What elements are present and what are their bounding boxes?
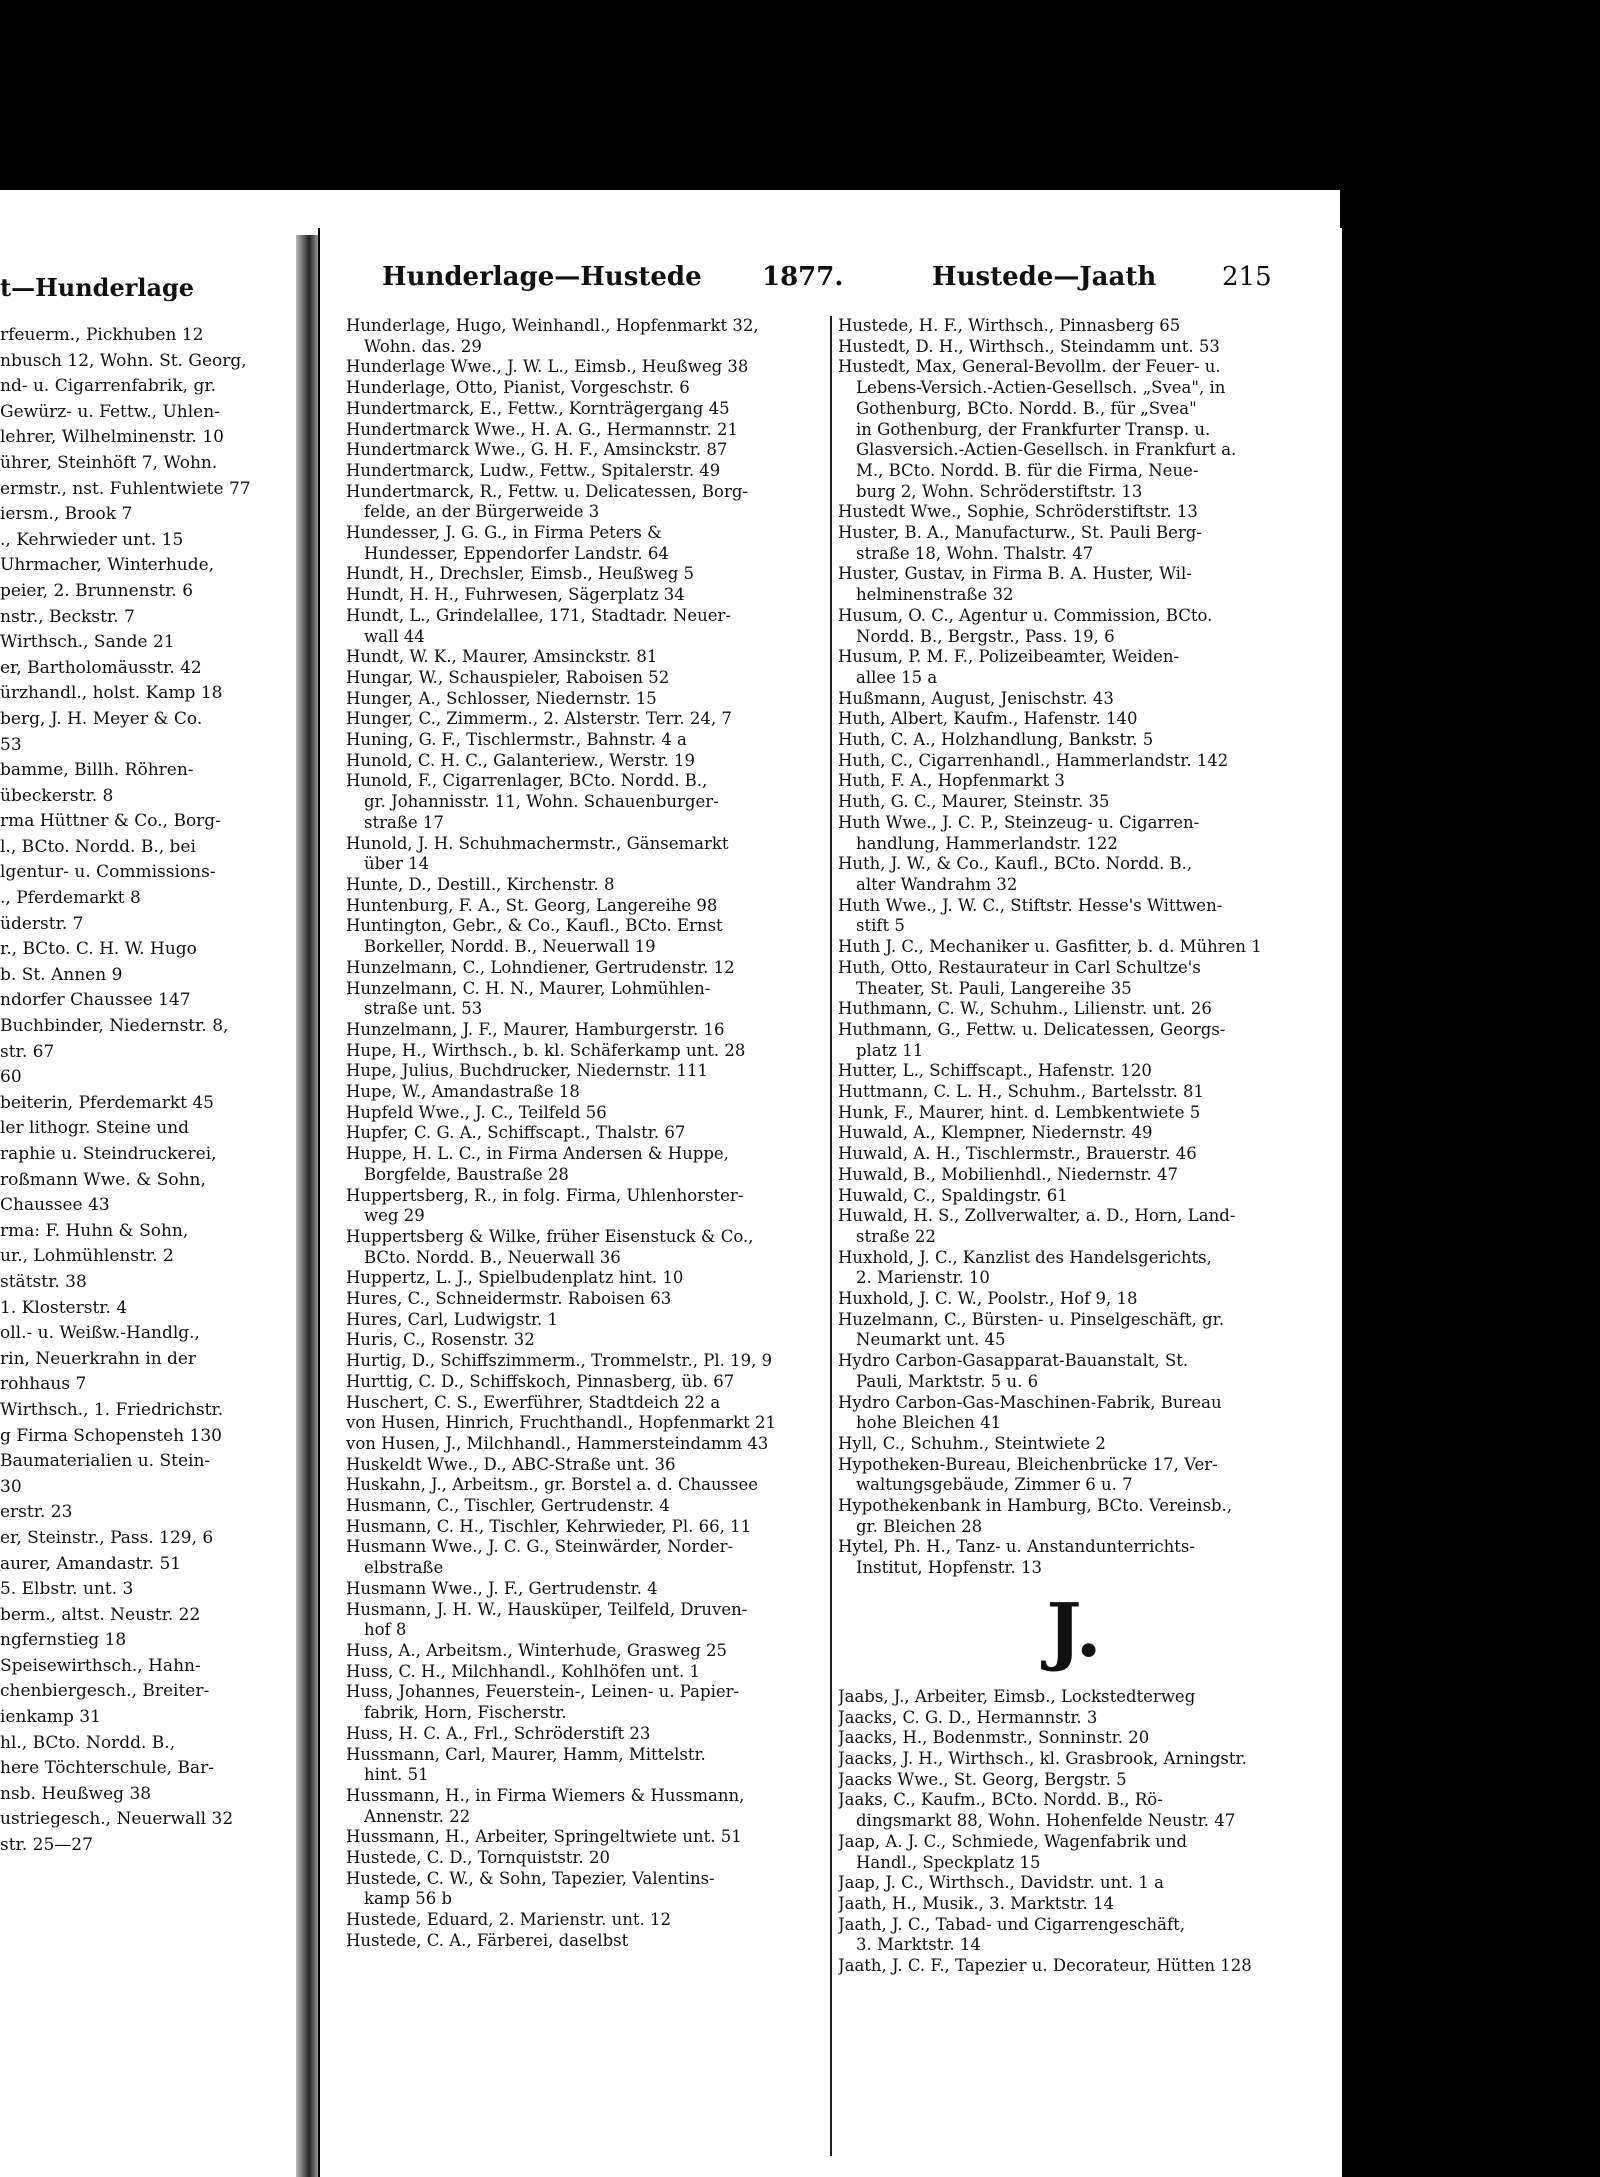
directory-entry: Hundt, W. K., Maurer, Amsinckstr. 81 [346,647,658,667]
directory-entry: Wohn. das. 29 [364,336,482,356]
directory-entry: Hupe, H., Wirthsch., b. kl. Schäferkamp unt. 28 [346,1040,746,1060]
left-page-line: r., BCto. C. H. W. Hugo [0,939,197,960]
left-page-line: Speisewirthsch., Hahn- [0,1655,201,1676]
directory-entry: Huth, J. W., & Co., Kaufl., BCto. Nordd. B., [838,854,1193,874]
left-page-line: g Firma Schopensteh 130 [0,1425,222,1446]
directory-entry: von Husen, Hinrich, Fruchthandl., Hopfenmarkt 21 [346,1413,777,1433]
directory-entry: Huppertz, L. J., Spielbudenplatz hint. 10 [346,1268,684,1288]
directory-entry: Huth J. C., Mechaniker u. Gasfitter, b. d. Mühren 1 [838,937,1262,957]
directory-entry: 2. Marienstr. 10 [856,1268,990,1288]
directory-entry: Huster, Gustav, in Firma B. A. Huster, Wil- [838,564,1192,584]
directory-entry: Hunold, C. H. C., Galanteriew., Werstr. 19 [346,750,695,770]
directory-entry: Jaacks, C. G. D., Hermannstr. 3 [838,1707,1098,1727]
left-page-line: ndorfer Chaussee 147 [0,990,191,1011]
directory-entry: Hundt, H., Drechsler, Eimsb., Heußweg 5 [346,564,694,584]
directory-entry: Hundt, L., Grindelallee, 171, Stadtadr. Neuer- [346,605,731,625]
directory-entry: Huzelmann, C., Bürsten- u. Pinselgeschäft, gr. [838,1309,1224,1329]
directory-entry: wall 44 [364,626,425,646]
directory-entry: Huster, B. A., Manufacturw., St. Pauli Berg- [838,523,1202,543]
directory-entry: Hunold, F., Cigarrenlager, BCto. Nordd. B., [346,771,708,791]
main-page [318,228,1342,2177]
directory-entry: Jaacks, H., Bodenmstr., Sonninstr. 20 [838,1728,1150,1748]
directory-entry: Huntington, Gebr., & Co., Kaufl., BCto. Ernst [346,916,723,936]
directory-entry: Gothenburg, BCto. Nordd. B., für „Svea" [856,398,1197,418]
directory-entry: Jaath, J. C. F., Tapezier u. Decorateur, Hütten 128 [838,1956,1252,1976]
directory-entry: Jaacks Wwe., St. Georg, Bergstr. 5 [838,1769,1127,1789]
left-page-lines [0,323,296,1859]
directory-entry: Huwald, A., Klempner, Niedernstr. 49 [838,1123,1153,1143]
directory-entry: Hypotheken-Bureau, Bleichenbrücke 17, Ver- [838,1454,1218,1474]
directory-entry: Husmann Wwe., J. F., Gertrudenstr. 4 [346,1578,658,1598]
directory-entry: Hunderlage Wwe., J. W. L., Eimsb., Heußweg 38 [346,357,749,377]
directory-entry: Handl., Speckplatz 15 [856,1852,1041,1872]
left-page-line: 60 [0,1067,22,1088]
directory-entry: Huxhold, J. C. W., Poolstr., Hof 9, 18 [838,1289,1138,1309]
directory-entry: Hutter, L., Schiffscapt., Hafenstr. 120 [838,1061,1152,1081]
directory-entry: Huthmann, C. W., Schuhm., Lilienstr. unt. 26 [838,999,1212,1019]
directory-entry: Pauli, Marktstr. 5 u. 6 [856,1371,1039,1391]
directory-entry: stift 5 [856,916,905,936]
directory-entry: Huskeldt Wwe., D., ABC-Straße unt. 36 [346,1454,676,1474]
directory-entry: Hydro Carbon-Gasapparat-Bauanstalt, St. [838,1351,1189,1371]
left-page-line: nsb. Heußweg 38 [0,1783,152,1804]
directory-entry: Hupfer, C. G. A., Schiffscapt., Thalstr. 67 [346,1123,686,1143]
directory-entry: kamp 56 b [364,1889,453,1909]
directory-entry: helminenstraße 32 [856,585,1014,605]
directory-entry: Jaacks, J. H., Wirthsch., kl. Grasbrook, Arningstr. [838,1749,1247,1768]
directory-entry: allee 15 a [856,667,938,687]
directory-entry: handlung, Hammerlandstr. 122 [856,833,1118,853]
directory-entry: Jaath, J. C., Tabad- und Cigarrengeschäft, [838,1914,1185,1934]
left-page-line: Wirthsch., Sande 21 [0,632,175,653]
directory-entry: Hypothekenbank in Hamburg, BCto. Vereinsb., [838,1496,1233,1516]
directory-entry: straße unt. 53 [364,999,483,1019]
directory-entry: Husmann, C., Tischler, Gertrudenstr. 4 [346,1496,670,1516]
directory-entry: Huth, C., Cigarrenhandl., Hammerlandstr. 142 [838,750,1229,770]
left-page-line: nstr., Beckstr. 7 [0,606,135,627]
directory-entry: Hustede, C. D., Tornquiststr. 20 [346,1848,610,1868]
column-right-j-entries [838,1687,1310,1977]
directory-entry: straße 18, Wohn. Thalstr. 47 [856,543,1094,563]
left-page-line: rohhaus 7 [0,1374,87,1395]
left-page-line: berm., altst. Neustr. 22 [0,1604,201,1625]
directory-entry: Huwald, C., Spaldingstr. 61 [838,1185,1068,1205]
directory-entry: Hupe, Julius, Buchdrucker, Niedernstr. 111 [346,1061,708,1081]
directory-entry: M., BCto. Nordd. B. für die Firma, Neue- [856,460,1199,480]
directory-entry: Husum, P. M. F., Polizeibeamter, Weiden- [838,647,1180,667]
directory-entry: fabrik, Horn, Fischerstr. [364,1703,567,1723]
left-page-line: b. St. Annen 9 [0,964,123,985]
directory-entry: weg 29 [364,1206,425,1226]
left-page-line: hl., BCto. Nordd. B., [0,1732,176,1753]
left-page-line: nbusch 12, Wohn. St. Georg, [0,350,247,371]
left-page-line: str. 67 [0,1041,55,1062]
directory-entry: Hyll, C., Schuhm., Steintwiete 2 [838,1433,1106,1453]
directory-entry: Hundertmarck, E., Fettw., Kornträgergang 45 [346,398,730,418]
directory-entry: Hundesser, Eppendorfer Landstr. 64 [364,543,669,563]
left-page-line: str. 25—27 [0,1835,93,1856]
directory-entry: Hunzelmann, C. H. N., Maurer, Lohmühlen- [346,978,711,998]
left-page-line: rfeuerm., Pickhuben 12 [0,325,204,345]
directory-entry: Huss, Johannes, Feuerstein-, Leinen- u. Papier- [346,1682,740,1702]
directory-entry: Hustedt, D. H., Wirthsch., Steindamm unt. 53 [838,336,1220,356]
directory-entry: Huwald, A. H., Tischlermstr., Brauerstr. 46 [838,1144,1197,1164]
left-page-line: ., Kehrwieder unt. 15 [0,529,184,550]
directory-entry: Hundt, H. H., Fuhrwesen, Sägerplatz 34 [346,585,685,605]
left-page-line: ngfernstieg 18 [0,1630,127,1651]
directory-entry: Glasversich.-Actien-Gesellsch. in Frankfurt a. [856,440,1237,460]
directory-entry: Hustede, H. F., Wirthsch., Pinnasberg 65 [838,316,1181,335]
directory-entry: alter Wandrahm 32 [856,874,1018,894]
left-page-line: nd- u. Cigarrenfabrik, gr. [0,376,216,397]
left-page-line: 30 [0,1476,22,1497]
left-page-line: übeckerstr. 8 [0,785,114,806]
directory-entry: Huth, G. C., Maurer, Steinstr. 35 [838,792,1110,812]
left-page-line: peier, 2. Brunnenstr. 6 [0,580,194,601]
directory-entry: Huth, Albert, Kaufm., Hafenstr. 140 [838,709,1138,729]
directory-entry: Jaabs, J., Arbeiter, Eimsb., Lockstedterweg [838,1686,1196,1706]
directory-entry: Hunzelmann, C., Lohndiener, Gertrudenstr. 12 [346,957,735,977]
page-number: 215 [1222,262,1272,292]
directory-entry: Hures, C., Schneidermstr. Raboisen 63 [346,1289,672,1309]
left-page-line: bamme, Billh. Röhren- [0,760,194,781]
left-page-header: t—Hunderlage [0,273,195,302]
directory-entry: Borgfelde, Baustraße 28 [364,1164,569,1184]
directory-entry: Institut, Hopfenstr. 13 [856,1558,1042,1578]
directory-entry: Hussmann, H., Arbeiter, Springeltwiete unt. 51 [346,1827,742,1847]
directory-entry: Hussmann, Carl, Maurer, Hamm, Mittelstr. [346,1744,706,1764]
directory-entry: straße 22 [856,1226,936,1246]
left-page-line: ührer, Steinhöft 7, Wohn. [0,452,218,473]
directory-entry: platz 11 [856,1040,924,1060]
directory-column-left [346,316,826,1952]
left-page-line: 5. Elbstr. unt. 3 [0,1579,134,1600]
directory-entry: Huppertsberg & Wilke, früher Eisenstuck & Co., [346,1226,754,1246]
left-page-line: Gewürz- u. Fettw., Uhlen- [0,401,220,422]
header-right-range: Hustede—Jaath [932,262,1157,292]
directory-entry: Jaath, H., Musik., 3. Marktstr. 14 [838,1893,1115,1913]
directory-entry: Theater, St. Pauli, Langereihe 35 [856,978,1132,998]
left-page-line: oll.- u. Weißw.-Handlg., [0,1323,200,1344]
left-page-line: ustriegesch., Neuerwall 32 [0,1809,234,1830]
directory-entry: Hunderlage, Hugo, Weinhandl., Hopfenmarkt 32, [346,316,759,335]
directory-entry: Hundertmarck Wwe., G. H. F., Amsinckstr. 87 [346,440,728,460]
left-page-line: Baumaterialien u. Stein- [0,1451,211,1472]
directory-entry: elbstraße [364,1558,444,1578]
left-page-line: rma Hüttner & Co., Borg- [0,811,221,832]
directory-entry: Hurttig, C. D., Schiffskoch, Pinnasberg, üb. 67 [346,1371,735,1391]
directory-entry: in Gothenburg, der Frankfurter Transp. u. [856,419,1211,439]
directory-entry: hof 8 [364,1620,407,1640]
directory-entry: Hydro Carbon-Gas-Maschinen-Fabrik, Bureau [838,1392,1222,1412]
left-page-line: Buchbinder, Niedernstr. 8, [0,1016,229,1037]
directory-entry: Hunk, F., Maurer, hint. d. Lembkentwiete 5 [838,1102,1201,1122]
directory-entry: Hussmann, H., in Firma Wiemers & Hussmann, [346,1785,745,1805]
left-page-line: ürzhandl., holst. Kamp 18 [0,683,223,704]
left-page-line: raphie u. Steindruckerei, [0,1144,217,1164]
left-page-line: stätstr. 38 [0,1271,87,1292]
directory-entry: von Husen, J., Milchhandl., Hammersteindamm 43 [346,1433,769,1453]
left-page-line: rma: F. Huhn & Sohn, [0,1220,189,1241]
scan-background-right [1340,0,1600,2177]
directory-entry: Huss, C. H., Milchhandl., Kohlhöfen unt. 1 [346,1661,700,1681]
left-page-line: Uhrmacher, Winterhude, [0,555,215,576]
directory-entry: gr. Bleichen 28 [856,1516,983,1536]
directory-entry: Hustedt Wwe., Sophie, Schröderstiftstr. 13 [838,502,1198,522]
left-page-line: ler lithogr. Steine und [0,1118,190,1139]
directory-entry: Huth Wwe., J. C. P., Steinzeug- u. Cigarren- [838,812,1200,832]
directory-entry: Nordd. B., Bergstr., Pass. 19, 6 [856,626,1115,646]
directory-entry: Hunzelmann, J. F., Maurer, Hamburgerstr. 16 [346,1019,725,1039]
directory-entry: Husum, O. C., Agentur u. Commission, BCto. [838,605,1213,625]
directory-entry: straße 17 [364,812,444,832]
directory-entry: Husmann, J. H. W., Hausküper, Teilfeld, Druven- [346,1599,748,1619]
left-page-line: ., Pferdemarkt 8 [0,888,141,909]
left-page-line: chenbiergesch., Breiter- [0,1681,210,1702]
left-page-line: ienkamp 31 [0,1707,101,1728]
directory-entry: Borkeller, Nordd. B., Neuerwall 19 [364,937,656,957]
directory-entry: BCto. Nordd. B., Neuerwall 36 [364,1247,621,1267]
directory-entry: hohe Bleichen 41 [856,1413,1002,1433]
directory-entry: Hures, Carl, Ludwigstr. 1 [346,1309,559,1329]
directory-entry: Huwald, H. S., Zollverwalter, a. D., Horn, Land- [838,1206,1236,1226]
directory-entry: waltungsgebäude, Zimmer 6 u. 7 [856,1475,1133,1495]
directory-entry: Huning, G. F., Tischlermstr., Bahnstr. 4 a [346,730,687,750]
directory-entry: Annenstr. 22 [364,1806,471,1826]
page-header [342,262,1302,302]
directory-entry: Husmann, C. H., Tischler, Kehrwieder, Pl. 66, 11 [346,1516,752,1536]
left-page-line: aurer, Amandastr. 51 [0,1553,182,1574]
directory-entry: Hundesser, J. G. G., in Firma Peters & [346,523,662,543]
directory-entry: felde, an der Bürgerweide 3 [364,502,600,522]
left-page-line: beiterin, Pferdemarkt 45 [0,1092,215,1113]
left-page-line: l., BCto. Nordd. B., bei [0,836,196,857]
left-page-line: lehrer, Wilhelminenstr. 10 [0,427,224,448]
left-page-line: ermstr., nst. Fuhlentwiete 77 [0,478,251,499]
directory-entry: Huppertsberg, R., in folg. Firma, Uhlenhorster- [346,1185,744,1205]
directory-entry: dingsmarkt 88, Wohn. Hohenfelde Neustr. 47 [856,1811,1236,1831]
directory-entry: Hunderlage, Otto, Pianist, Vorgeschstr. 6 [346,378,690,398]
section-letter-heading: J. [1046,1587,1102,1674]
directory-entry: Huschert, C. S., Ewerführer, Stadtdeich 22 a [346,1392,721,1412]
directory-entry: Lebens-Versich.-Actien-Gesellsch. „Svea", in [856,378,1226,398]
directory-entry: Huss, H. C. A., Frl., Schröderstift 23 [346,1723,651,1743]
left-page-line: lgentur- u. Commissions- [0,862,216,883]
column-right-h-entries [838,316,1310,1579]
directory-entry: Jaap, J. C., Wirthsch., Davidstr. unt. 1 a [838,1873,1164,1893]
directory-entry: Huppe, H. L. C., in Firma Andersen & Huppe, [346,1144,729,1164]
left-page-line: 1. Klosterstr. 4 [0,1297,128,1318]
directory-entry: hint. 51 [364,1765,429,1785]
directory-entry: Huth, Otto, Restaurateur in Carl Schultze's [838,957,1201,977]
left-page-line: roßmann Wwe. & Sohn, [0,1169,206,1190]
left-page-line: 53 [0,734,22,755]
left-page-fragment [0,235,296,2177]
directory-entry: Huth Wwe., J. W. C., Stiftstr. Hesse's Wittwen- [838,895,1223,915]
left-page-line: ur., Lohmühlenstr. 2 [0,1246,174,1267]
left-page-line: iersm., Brook 7 [0,504,133,525]
directory-entry: Hundertmarck Wwe., H. A. G., Hermannstr. 21 [346,419,738,439]
left-page-line: berg, J. H. Meyer & Co. [0,708,203,729]
directory-entry: Hundertmarck, R., Fettw. u. Delicatessen, Borg- [346,481,749,501]
directory-entry: Huskahn, J., Arbeitsm., gr. Borstel a. d. Chaussee [346,1475,759,1495]
directory-entry: Huth, C. A., Holzhandlung, Bankstr. 5 [838,730,1154,750]
directory-entry: burg 2, Wohn. Schröderstiftstr. 13 [856,481,1143,501]
directory-entry: Huris, C., Rosenstr. 32 [346,1330,535,1350]
directory-entry: Hustedt, Max, General-Bevollm. der Feuer- u. [838,357,1221,377]
directory-entry: Huth, F. A., Hopfenmarkt 3 [838,771,1065,791]
directory-entry: Hunger, C., Zimmerm., 2. Alsterstr. Terr. 24, 7 [346,709,732,729]
directory-entry: Hupe, W., Amandastraße 18 [346,1082,580,1102]
directory-entry: Hunte, D., Destill., Kirchenstr. 8 [346,874,615,894]
directory-entry: Huttmann, C. L. H., Schuhm., Bartelsstr. 81 [838,1082,1205,1102]
directory-entry: Hundertmarck, Ludw., Fettw., Spitalerstr. 49 [346,460,721,480]
directory-column-right [838,316,1310,1977]
directory-entry: Neumarkt unt. 45 [856,1330,1006,1350]
left-page-line: erstr. 23 [0,1502,73,1523]
directory-entry: Huxhold, J. C., Kanzlist des Handelsgerichts, [838,1247,1212,1267]
directory-entry: gr. Johannisstr. 11, Wohn. Schauenburger- [364,792,719,812]
directory-entry: Hupfeld Wwe., J. C., Teilfeld 56 [346,1102,607,1122]
left-page-line: er, Bartholomäusstr. 42 [0,657,202,678]
directory-entry: Huwald, B., Mobilienhdl., Niedernstr. 47 [838,1164,1178,1184]
left-page-line: Chaussee 43 [0,1195,110,1216]
book-gutter [296,235,318,2177]
directory-entry: Huntenburg, F. A., St. Georg, Langereihe 98 [346,895,718,915]
left-page-line: here Töchterschule, Bar- [0,1758,214,1779]
directory-entry: Hustede, C. A., Färberei, daselbst [346,1930,629,1950]
directory-entry: Hunger, A., Schlosser, Niedernstr. 15 [346,688,657,708]
directory-entry: Huss, A., Arbeitsm., Winterhude, Grasweg 25 [346,1641,727,1660]
directory-entry: Jaap, A. J. C., Schmiede, Wagenfabrik und [838,1831,1188,1851]
directory-entry: Hustede, C. W., & Sohn, Tapezier, Valentins- [346,1868,715,1888]
left-page-line: Wirthsch., 1. Friedrichstr. [0,1399,224,1420]
directory-entry: Jaaks, C., Kaufm., BCto. Nordd. B., Rö- [838,1790,1163,1810]
left-page-line: er, Steinstr., Pass. 129, 6 [0,1527,214,1548]
directory-entry: Hußmann, August, Jenischstr. 43 [838,688,1114,708]
header-year: 1877. [762,262,844,292]
header-left-range: Hunderlage—Hustede [382,262,702,292]
directory-entry: Hungar, W., Schauspieler, Raboisen 52 [346,667,670,687]
directory-entry: Huthmann, G., Fettw. u. Delicatessen, Georgs- [838,1019,1226,1039]
directory-entry: Hustede, Eduard, 2. Marienstr. unt. 12 [346,1910,672,1930]
directory-entry: Husmann Wwe., J. C. G., Steinwärder, Norder- [346,1537,734,1557]
directory-entry: 3. Marktstr. 14 [856,1935,981,1955]
directory-entry: Hytel, Ph. H., Tanz- u. Anstandunterrichts- [838,1537,1195,1557]
left-page-line: rin, Neuerkrahn in der [0,1348,197,1369]
left-page-line: üderstr. 7 [0,913,84,934]
column-divider [830,316,832,2156]
directory-entry: Hunold, J. H. Schuhmachermstr., Gänsemarkt [346,833,729,853]
directory-entry: über 14 [364,854,430,874]
directory-entry: Hurtig, D., Schiffszimmerm., Trommelstr., Pl. 19, 9 [346,1351,773,1371]
